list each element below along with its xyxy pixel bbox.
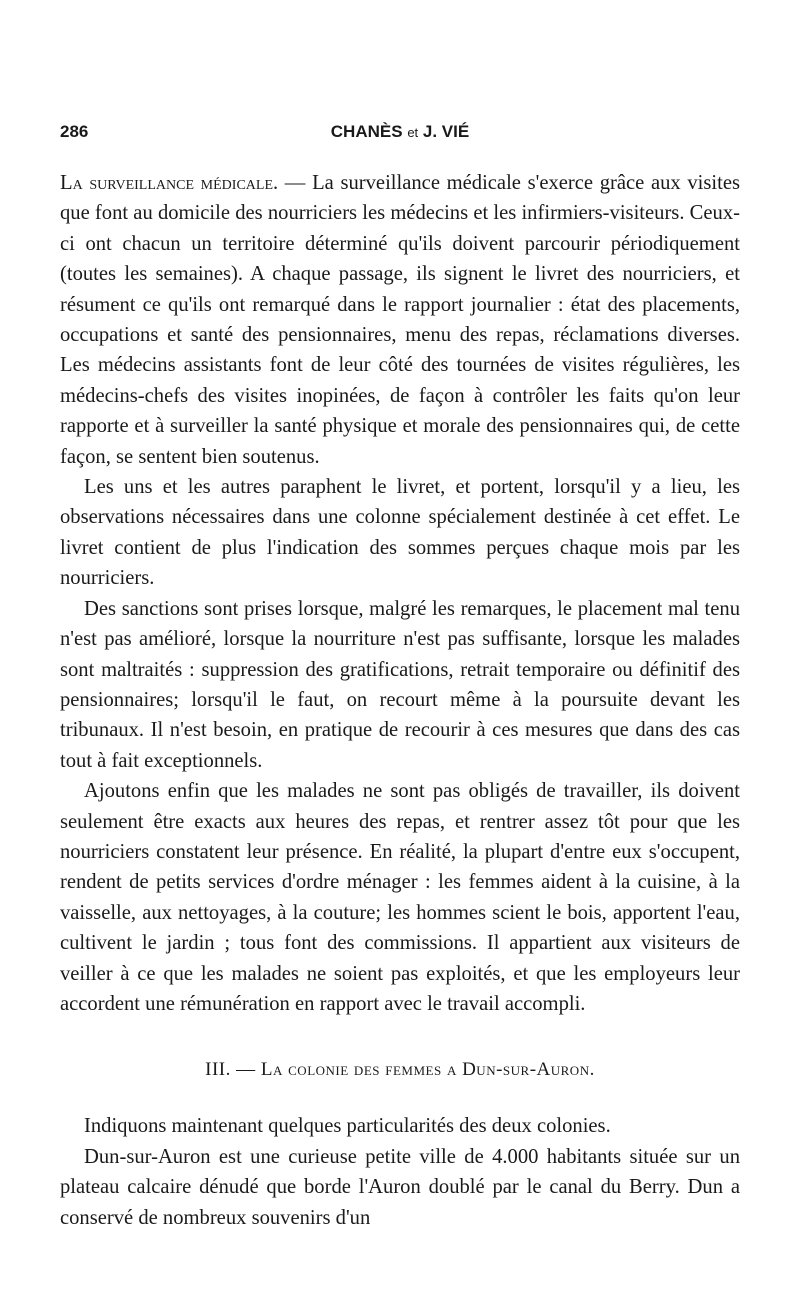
paragraph xyxy=(60,168,740,472)
paragraph: Indiquons maintenant quelques particularités des deux colonies. xyxy=(84,1115,611,1138)
section-dun-sur-auron xyxy=(60,1111,740,1233)
running-title xyxy=(60,122,740,142)
paragraph: Des sanctions sont prises lorsque, malgré les remarques, le placement mal tenu n'est pas amélioré, lorsque la nourriture n'est pas suffisante, lorsque les malades sont maltraités : suppression des gratifications, retrait temporaire ou définitif des pensionnaires; lorsqu'il le faut, on recourt même à la poursuite devant les tribunaux. Il n'est besoin, en pratique de recourir à ces mesures que dans des cas tout à fait exceptionnels. xyxy=(60,597,740,772)
page-number: 286 xyxy=(60,122,89,141)
section-medical-surveillance xyxy=(60,168,740,1019)
author-conjunction: et xyxy=(407,125,419,140)
paragraph-text: La surveillance médicale s'exerce grâce aux visites que font au domicile des nourriciers les médecins et les infirmiers-visiteurs. Ceux-ci ont chacun un territoire déterminé qu'ils doivent parcourir périodiquement (toutes les semaines). A chaque passage, ils signent le livret des nourriciers, et résument ce qu'ils ont remarqué dans le rapport journalier : état des placements, occupations et santé des pensionnaires, menu des repas, réclamations diverses. Les médecins assistants font de leur côté des tournées de visites régulières, les médecins-chefs des visites inopinées, de façon à contrôler les faits qu'on leur rapporte et à surveiller la santé physique et morale des pensionnaires qui, de cette façon, se sentent bien soutenus. xyxy=(60,172,740,468)
section-lead-label: La surveillance médicale. — xyxy=(60,172,306,194)
running-head xyxy=(60,118,740,148)
author-2: J. VIÉ xyxy=(422,122,470,141)
paragraph: Dun-sur-Auron est une curieuse petite ville de 4.000 habitants située sur un plateau calcaire dénudé que borde l'Auron doublé par le canal du Berry. Dun a conservé de nombreux souvenirs d'un xyxy=(60,1145,740,1229)
paragraph: Ajoutons enfin que les malades ne sont pas obligés de travailler, ils doivent seulement être exacts aux heures des repas, et rentrer assez tôt pour que les nourriciers constatent leur présence. En réalité, la plupart d'entre eux s'occupent, rendent de petits services d'ordre ménager : les femmes aident à la cuisine, à la vaisselle, aux nettoyages, à la couture; les hommes scient le bois, apportent l'eau, cultivent le jardin ; tous font des commissions. Il appartient aux visiteurs de veiller à ce que les malades ne soient pas exploités, et que les employeurs leur accordent une rémunération en rapport avec le travail accompli. xyxy=(60,780,740,1015)
author-1: CHANÈS xyxy=(330,122,403,141)
document-page xyxy=(60,118,740,1233)
paragraph: Les uns et les autres paraphent le livret, et portent, lorsqu'il y a lieu, les observations nécessaires dans une colonne spécialement destinée à cet effet. Le livret contient de plus l'indication des sommes perçues chaque mois par les nourriciers. xyxy=(60,476,740,590)
section-heading: III. — La colonie des femmes a Dun-sur-Auron. xyxy=(205,1059,595,1081)
